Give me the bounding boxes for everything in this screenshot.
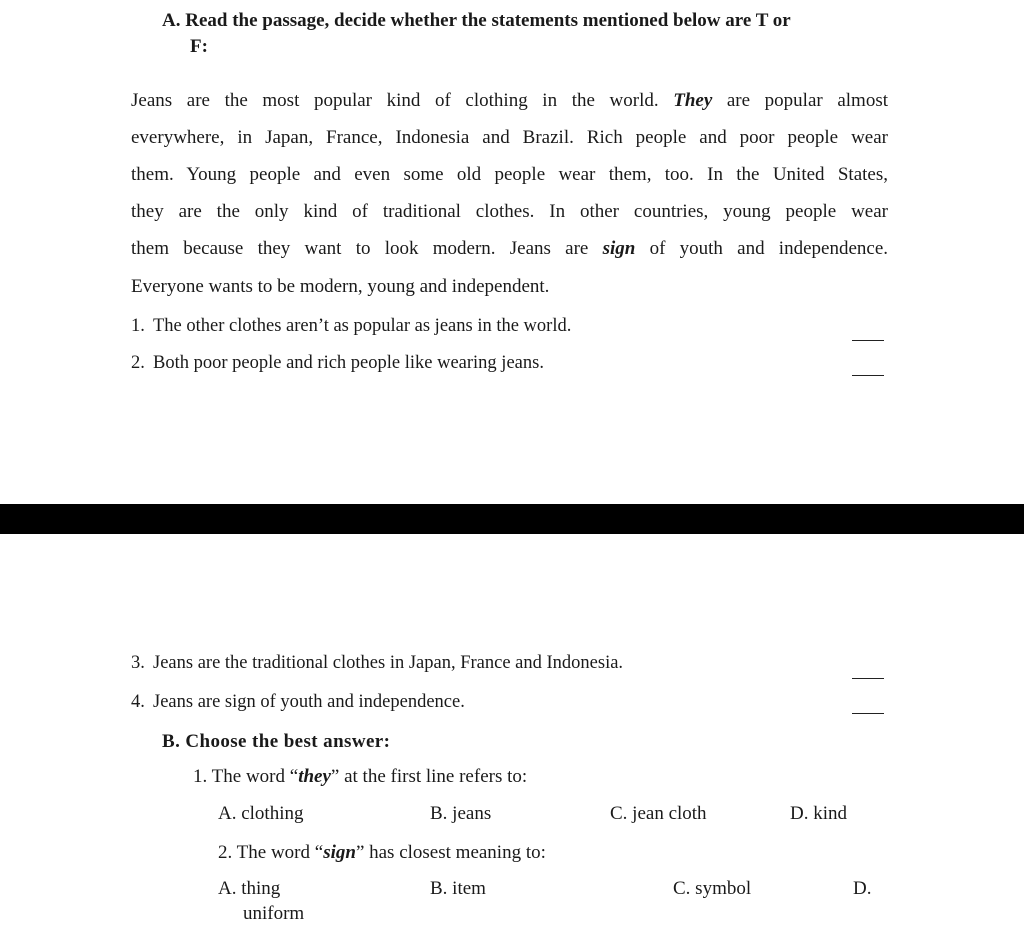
statement-4-answer-blank[interactable] (852, 713, 884, 714)
q1-option-c[interactable]: C. jean cloth (610, 803, 707, 824)
statement-4-number: 4. (131, 692, 145, 712)
statement-1-number: 1. (131, 316, 145, 336)
question-2-stem (218, 842, 546, 864)
question-1-suffix: ” at the first line refers to: (330, 766, 528, 787)
question-1-stem (193, 766, 527, 788)
statement-1-answer-blank[interactable] (852, 340, 884, 341)
passage-line-4: they are the only kind of traditional clothes. In other countries, young people wear (131, 201, 888, 222)
question-2-suffix: ” has closest meaning to: (355, 842, 546, 863)
statement-2-answer-blank[interactable] (852, 375, 884, 376)
q2-option-d[interactable]: D. (853, 878, 872, 899)
emphasis-they: They (673, 90, 713, 111)
passage-line-2: everywhere, in Japan, France, Indonesia and Brazil. Rich people and poor people wear (131, 127, 888, 148)
question-1-keyword: they (298, 766, 331, 787)
statement-3-number: 3. (131, 653, 145, 673)
q2-option-a[interactable]: A. thing (218, 878, 281, 899)
q2-option-c[interactable]: C. symbol (673, 878, 752, 899)
statement-2-text: Both poor people and rich people like wearing jeans. (153, 353, 544, 373)
passage-line-5: them because they want to look modern. Jeans are sign of youth and independence. (131, 238, 888, 259)
passage-line-6: Everyone wants to be modern, young and independent. (131, 276, 550, 297)
section-b-heading: B. Choose the best answer: (162, 731, 391, 752)
q1-option-b[interactable]: B. jeans (430, 803, 492, 824)
q1-option-d[interactable]: D. kind (790, 803, 847, 824)
statement-3-answer-blank[interactable] (852, 678, 884, 679)
section-a-heading-continued: F: (190, 36, 208, 57)
passage-line-3: them. Young people and even some old people wear them, too. In the United States, (131, 164, 888, 185)
question-2-prefix: 2. The word “ (218, 842, 324, 863)
passage-line-1: Jeans are the most popular kind of clothing in the world. They are popular almost (131, 90, 888, 111)
statement-2-number: 2. (131, 353, 145, 373)
statement-4-text: Jeans are sign of youth and independence. (153, 692, 465, 712)
statement-3-text: Jeans are the traditional clothes in Japan, France and Indonesia. (153, 653, 624, 673)
q1-option-a[interactable]: A. clothing (218, 803, 304, 824)
q2-option-a-wrap: uniform (243, 903, 305, 924)
section-a-heading: A. Read the passage, decide whether the statements mentioned below are T or (162, 10, 791, 31)
question-1-prefix: 1. The word “ (193, 766, 299, 787)
statement-1-text: The other clothes aren’t as popular as jeans in the world. (153, 316, 572, 336)
black-redaction-band (0, 504, 1024, 534)
emphasis-sign: sign (602, 238, 636, 259)
question-2-keyword: sign (323, 842, 356, 863)
q2-option-b[interactable]: B. item (430, 878, 486, 899)
